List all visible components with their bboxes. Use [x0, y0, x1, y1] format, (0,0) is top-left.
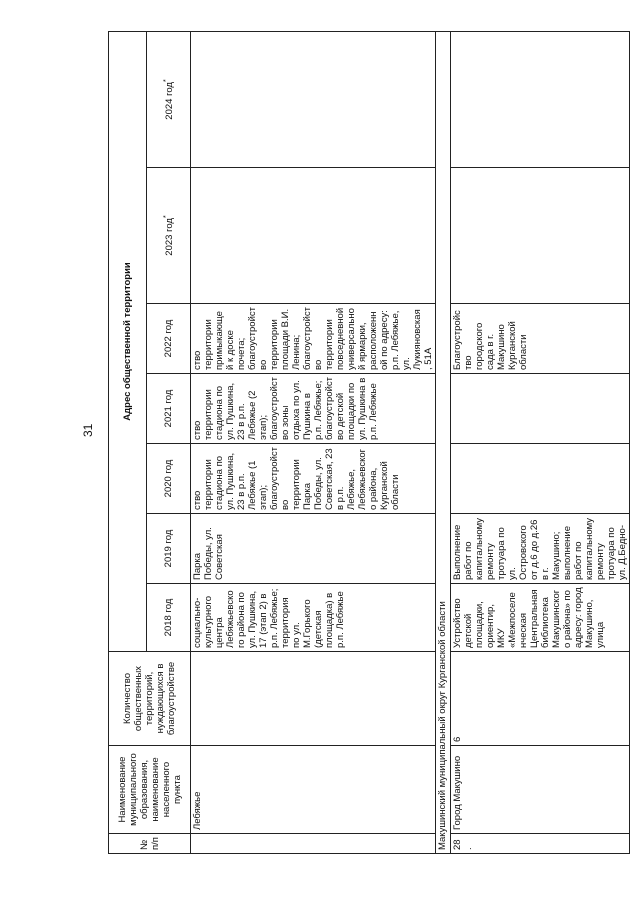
- cell-count: [191, 652, 436, 746]
- cell-num: 28.: [451, 834, 630, 854]
- public-territories-table: [108, 31, 630, 854]
- cell-2018: социально-культурного центра Лебяжьевского района по ул. Пушкина, 17 (этап 2) в р.п. Лебяжье; территория по ул. М.Горького (детская площадка) в р.п. Лебяжье: [191, 584, 436, 652]
- region-title: Макушинский муниципальный округ Курганской области: [436, 31, 451, 853]
- page-number: 31: [81, 423, 95, 437]
- rotated-table-sheet: [108, 32, 628, 854]
- header-2023-asterisk: *: [163, 215, 171, 219]
- header-2018: 2018 год: [147, 584, 191, 652]
- header-2023: [147, 168, 191, 304]
- cell-2019: Выполнение работ по капитальному ремонту тротуара по ул. Островского от д.6 до д.26 в г. Макушино; выполнение работ по капитальному ремонту тротуара по ул. Д.Бедно-: [451, 514, 630, 584]
- cell-name: Город Макушино: [451, 746, 630, 834]
- cell-2018: Устройство детской площадки, ориентир, МКУ «Межпоселенческая Центральная библиотека Макушинского района» по адресу: город Макушино, улица: [451, 584, 630, 652]
- cell-2022: Благоустройство городского сада в г. Макушино Курганской области: [451, 304, 630, 374]
- cell-2020: ство территории стадиона по ул. Пушкина, 23 в р.п. Лебяжье (1 этап); благоустройство территории Парка Победы, ул. Советская, 23 в р.п. Лебяжье, Лебяжьевского района, Курганской области: [191, 444, 436, 514]
- header-2023-label: 2023 год: [164, 218, 176, 256]
- cell-2020: [451, 444, 630, 514]
- region-row: [436, 31, 451, 853]
- header-num: № п/п: [109, 834, 191, 854]
- cell-2019: Парка Победы, ул. Советская: [191, 514, 436, 584]
- header-2021: 2021 год: [147, 374, 191, 444]
- cell-2021: [451, 374, 630, 444]
- cell-2022: ство территории примыкающей к доске почета; благоустройство территории площади В.И. Ленина; благоустройство территории повседневной универсальной ярмарки, расположенной по адресу: р.п. Лебяжье, ул. Лукияновская, 51А: [191, 304, 436, 374]
- header-address: Адрес общественной территории: [109, 31, 147, 651]
- header-2024-label: 2024 год: [164, 82, 176, 120]
- cell-name: Лебяжье: [191, 746, 436, 834]
- cell-count: 6: [451, 652, 630, 746]
- header-2024: [147, 31, 191, 167]
- cell-2021: ство территории стадиона по ул. Пушкина, 23 в р.п. Лебяжье (2 этап); благоустройство зоны отдыха по ул. Пушкина в р.п. Лебяжье; благоустройство детской площадки по ул. Пушкина в р.п. Лебяжье: [191, 374, 436, 444]
- header-2022: 2022 год: [147, 304, 191, 374]
- header-2024-asterisk: *: [163, 79, 171, 83]
- table-row-makushino: [451, 31, 630, 853]
- cell-num: [191, 834, 436, 854]
- header-row-1: [109, 31, 147, 853]
- table-row-lebyazhye: [191, 31, 436, 853]
- cell-2024: [191, 31, 436, 167]
- cell-2024: [451, 31, 630, 167]
- header-name: Наименование муниципального образования, наименование населенного пункта: [109, 746, 191, 834]
- header-2020: 2020 год: [147, 444, 191, 514]
- header-2019: 2019 год: [147, 514, 191, 584]
- header-count: Количество общественных территорий, нуждающихся в благоустройстве: [109, 652, 191, 746]
- cell-2023: [191, 168, 436, 304]
- cell-2023: [451, 168, 630, 304]
